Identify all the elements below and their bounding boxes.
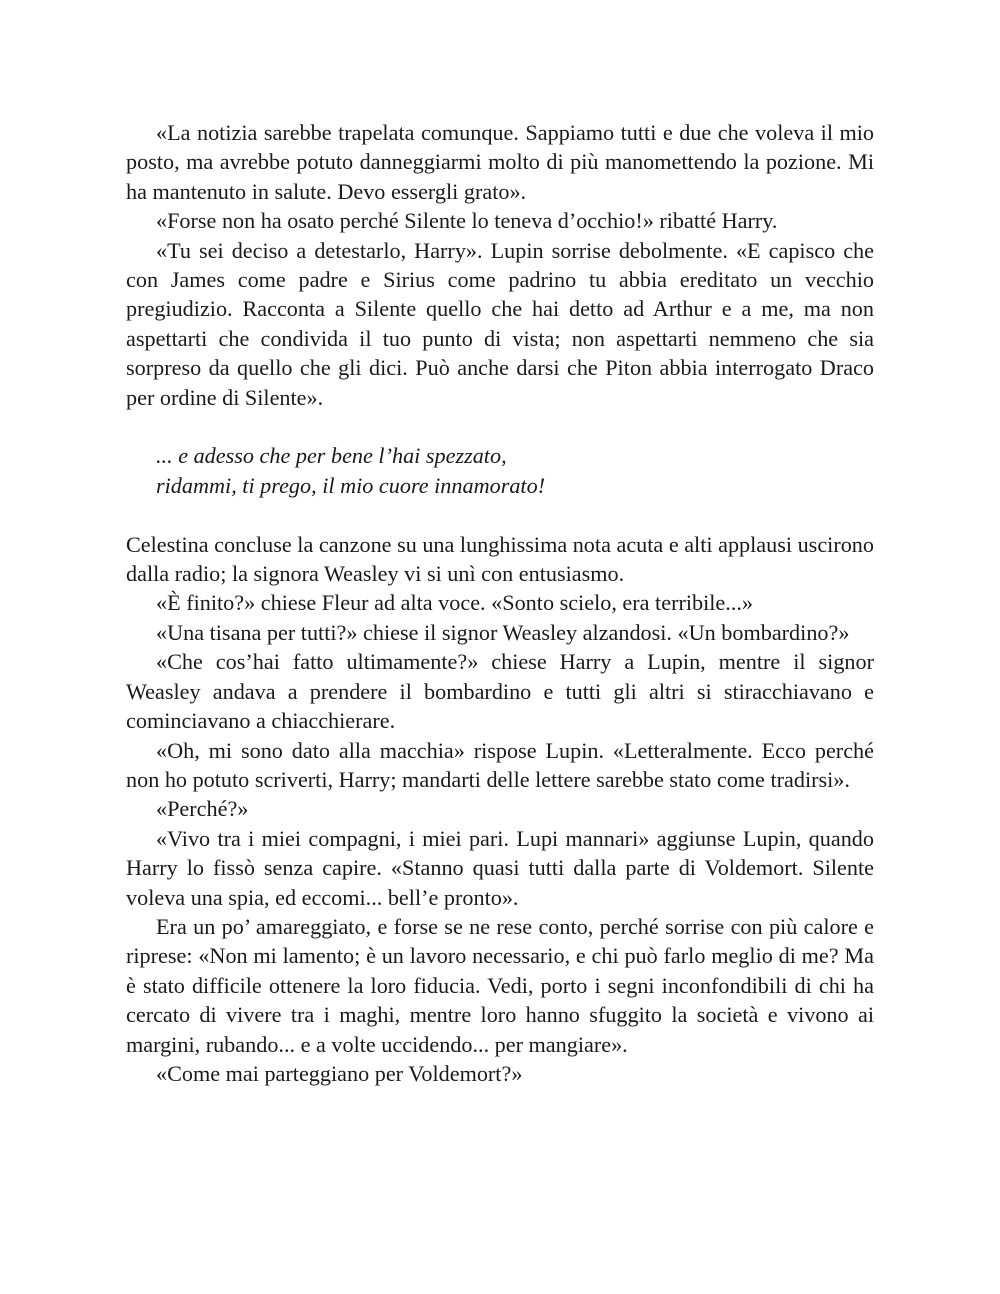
paragraph: «Vivo tra i miei compagni, i miei pari. Lupi mannari» aggiunse Lupin, quando Harry lo fissò senza capire. «Stanno quasi tutti dalla parte di Voldemort. Silente voleva una spia, ed eccomi... bell’e pronto».	[126, 825, 874, 910]
paragraph: Celestina concluse la canzone su una lunghissima nota acuta e alti applausi uscirono dalla radio; la signora Weasley vi si unì con entusiasmo.	[126, 531, 874, 587]
paragraph: «Come mai parteggiano per Voldemort?»	[156, 1060, 523, 1086]
verse-line: ... e adesso che per bene l’hai spezzato,	[156, 443, 507, 469]
paragraph: «Oh, mi sono dato alla macchia» rispose Lupin. «Letteralmente. Ecco perché non ho potuto scriverti, Harry; mandarti delle lettere sarebbe stato come tradirsi».	[126, 737, 874, 792]
paragraph: «Tu sei deciso a detestarlo, Harry». Lupin sorrise debolmente. «E capisco che con James come padre e Sirius come padrino tu abbia ereditato un vecchio pregiudizio. Racconta a Silente quello che hai detto ad Arthur e a me, ma non aspettarti che condivida il tuo punto di vista; non aspettarti nemmeno che sia sorpreso da quello che gli dici. Può anche darsi che Piton abbia interrogato Draco per ordine di Silente».	[126, 237, 874, 410]
paragraph: «Una tisana per tutti?» chiese il signor Weasley alzandosi. «Un bombardino?»	[156, 619, 850, 645]
paragraph: «Che cos’hai fatto ultimamente?» chiese Harry a Lupin, mentre il signor Weasley andava a prendere il bombardino e tutti gli altri si stiracchiavano e cominciavano a chiacchierare.	[126, 649, 874, 734]
paragraph: Era un po’ amareggiato, e forse se ne rese conto, perché sorrise con più calore e riprese: «Non mi lamento; è un lavoro necessario, e chi può farlo meglio di me? Ma è stato difficile ottenere la loro fiducia. Vedi, porto i segni inconfondibili di chi ha cercato di vivere tra i maghi, mentre loro hanno sfuggito la società e vivono ai margini, rubando... e a volte uccidendo... per mangiare».	[126, 913, 874, 1057]
book-page	[126, 118, 874, 1088]
paragraph: «La notizia sarebbe trapelata comunque. Sappiamo tutti e due che voleva il mio posto, ma avrebbe potuto danneggiarmi molto di più manomettendo la pozione. Mi ha mantenuto in salute. Devo essergli grato».	[126, 120, 874, 204]
verse-line: ridammi, ti prego, il mio cuore innamorato!	[156, 472, 546, 498]
song-verse	[126, 441, 874, 500]
paragraph: «Forse non ha osato perché Silente lo teneva d’occhio!» ribatté Harry.	[156, 208, 778, 234]
paragraph: «Perché?»	[156, 796, 249, 822]
paragraph: «È finito?» chiese Fleur ad alta voce. «Sonto scielo, era terribile...»	[156, 590, 754, 616]
